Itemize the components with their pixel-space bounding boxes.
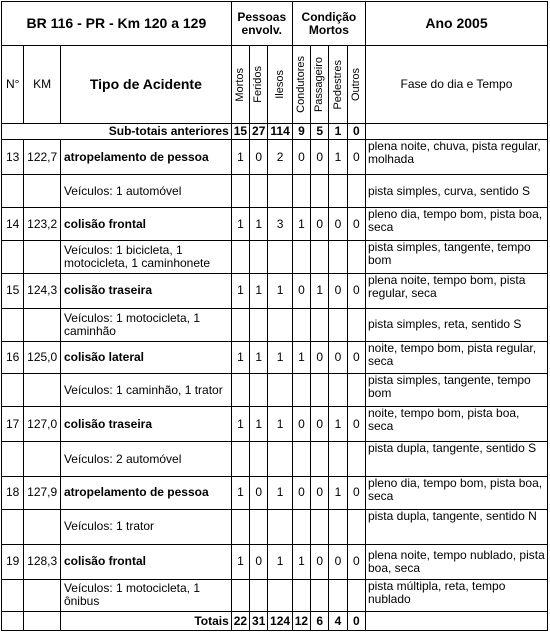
table-row [2,544,548,579]
col-header-fase: Fase do dia e Tempo [365,46,547,124]
row-pedestres: 1 [329,140,347,175]
row-veiculos: Veículos: 1 automóvel [60,175,231,208]
row-fase: noite, tempo bom, pista regular, seca [365,341,547,374]
row-pedestres: 1 [329,407,347,442]
row-km: 122,7 [24,140,61,175]
row-fase: pleno dia, tempo bom, pista boa, seca [365,208,547,241]
table-row-vehicles [2,175,548,208]
table-row [2,476,548,509]
row-passageiro: 0 [311,341,329,374]
subtotal-ilesos: 114 [268,124,292,140]
row-tipo: colisão traseira [60,273,231,308]
row-passageiro: 0 [311,407,329,442]
row-fase: pleno dia, tempo bom, pista boa, seca [365,476,547,509]
row-fase2: pista simples, tangente, tempo bom [365,374,547,407]
row-ilesos: 1 [268,476,292,509]
col-header-number: N° [2,46,24,124]
row-tipo: colisão lateral [60,341,231,374]
row-outros: 0 [347,341,365,374]
table-row [2,140,548,175]
table-row-vehicles [2,509,548,544]
row-mortos: 1 [231,208,249,241]
row-pedestres: 0 [329,273,347,308]
row-fase2: pista simples, reta, sentido S [365,308,547,341]
row-feridos: 1 [250,407,268,442]
col-header-ilesos: Ilesos [268,46,292,124]
table-row [2,208,548,241]
row-outros: 0 [347,476,365,509]
row-km: 124,3 [24,273,61,308]
totals-empty [365,612,547,631]
year-header: Ano 2005 [365,2,547,46]
row-mortos: 1 [231,407,249,442]
row-passageiro: 0 [311,208,329,241]
row-fase2: pista múltipla, reta, tempo nublado [365,579,547,612]
totals-outros: 0 [347,612,365,631]
subtotal-condutores: 9 [292,124,310,140]
row-fase: noite, tempo bom, pista boa, seca [365,407,547,442]
table-row [2,407,548,442]
totals-pedestres: 4 [329,612,347,631]
row-number: 17 [2,407,24,442]
row-number: 16 [2,341,24,374]
col-header-mortos: Mortos [231,46,249,124]
row-ilesos: 1 [268,273,292,308]
row-outros: 0 [347,140,365,175]
row-ilesos: 1 [268,407,292,442]
row-pedestres: 0 [329,341,347,374]
col-header-pedestres: Pedestres [329,46,347,124]
row-mortos: 1 [231,273,249,308]
row-feridos: 0 [250,544,268,579]
row-km: 127,0 [24,407,61,442]
row-mortos: 1 [231,140,249,175]
totals-passageiro: 6 [311,612,329,631]
table-row-vehicles [2,579,548,612]
row-passageiro: 0 [311,140,329,175]
row-passageiro: 0 [311,476,329,509]
row-km: 125,0 [24,341,61,374]
totals-ilesos: 124 [268,612,292,631]
table-row-vehicles [2,442,548,477]
row-veiculos: Veículos: 1 trator [60,509,231,544]
col-header-passageiro: Passageiro [311,46,329,124]
row-passageiro: 1 [311,273,329,308]
row-outros: 0 [347,544,365,579]
col-header-feridos: Feridos [250,46,268,124]
row-pedestres: 0 [329,544,347,579]
row-veiculos: Veículos: 2 automóvel [60,442,231,477]
row-mortos: 1 [231,341,249,374]
col-header-tipo: Tipo de Acidente [60,46,231,124]
row-condutores: 1 [292,208,310,241]
row-ilesos: 1 [268,544,292,579]
row-condutores: 0 [292,273,310,308]
row-outros: 0 [347,208,365,241]
subtotal-outros: 0 [347,124,365,140]
row-condutores: 1 [292,341,310,374]
row-number: 14 [2,208,24,241]
totals-mortos: 22 [231,612,249,631]
row-number: 18 [2,476,24,509]
row-ilesos: 2 [268,140,292,175]
table-title: BR 116 - PR - Km 120 a 129 [2,2,232,46]
row-feridos: 1 [250,273,268,308]
totals-feridos: 31 [250,612,268,631]
row-fase2: pista dupla, tangente, sentido S [365,442,547,477]
row-tipo: colisão frontal [60,544,231,579]
row-fase2: pista simples, curva, sentido S [365,175,547,208]
row-number: 19 [2,544,24,579]
table-row [2,273,548,308]
table-row-vehicles [2,241,548,274]
row-tipo: colisão frontal [60,208,231,241]
subtotal-mortos: 15 [231,124,249,140]
row-pedestres: 0 [329,208,347,241]
row-tipo: atropelamento de pessoa [60,140,231,175]
row-condutores: 0 [292,140,310,175]
table-row-vehicles [2,308,548,341]
row-veiculos: Veículos: 1 motocicleta, 1 caminhão [60,308,231,341]
totals-condutores: 12 [292,612,310,631]
subtotal-row [2,124,548,140]
row-veiculos: Veículos: 1 caminhão, 1 trator [60,374,231,407]
condicao-header: Condição Mortos [292,2,365,46]
row-tipo: colisão traseira [60,407,231,442]
row-mortos: 1 [231,544,249,579]
row-tipo: atropelamento de pessoa [60,476,231,509]
col-header-condutores: Condutores [292,46,310,124]
row-veiculos: Veículos: 1 motocicleta, 1 ônibus [60,579,231,612]
subtotal-feridos: 27 [250,124,268,140]
table-row [2,341,548,374]
row-km: 128,3 [24,544,61,579]
row-ilesos: 1 [268,341,292,374]
row-ilesos: 3 [268,208,292,241]
row-passageiro: 0 [311,544,329,579]
col-header-outros: Outros [347,46,365,124]
row-condutores: 0 [292,407,310,442]
row-condutores: 1 [292,544,310,579]
row-fase: plena noite, tempo nublado, pista boa, seca [365,544,547,579]
row-fase: plena noite, chuva, pista regular, molhada [365,140,547,175]
subtotal-pedestres: 1 [329,124,347,140]
row-feridos: 1 [250,208,268,241]
totals-label: Totais [60,612,231,631]
row-feridos: 1 [250,341,268,374]
row-km: 127,9 [24,476,61,509]
row-number: 15 [2,273,24,308]
row-feridos: 0 [250,140,268,175]
row-feridos: 0 [250,476,268,509]
row-number: 13 [2,140,24,175]
subtotal-passageiro: 5 [311,124,329,140]
row-outros: 0 [347,273,365,308]
row-mortos: 1 [231,476,249,509]
row-fase: plena noite, tempo bom, pista regular, seca [365,273,547,308]
table-row-vehicles [2,374,548,407]
pessoas-header: Pessoas envolv. [231,2,292,46]
row-pedestres: 1 [329,476,347,509]
row-fase2: pista simples, tangente, tempo bom [365,241,547,274]
col-header-km: KM [24,46,61,124]
subtotal-label: Sub-totais anteriores [2,124,232,140]
accident-table [1,1,548,631]
row-km: 123,2 [24,208,61,241]
row-condutores: 0 [292,476,310,509]
row-outros: 0 [347,407,365,442]
totals-row [2,612,548,631]
subtotal-empty [365,124,547,140]
row-fase2: pista dupla, tangente, sentido N [365,509,547,544]
row-veiculos: Veículos: 1 bicicleta, 1 motocicleta, 1 caminhonete [60,241,231,274]
